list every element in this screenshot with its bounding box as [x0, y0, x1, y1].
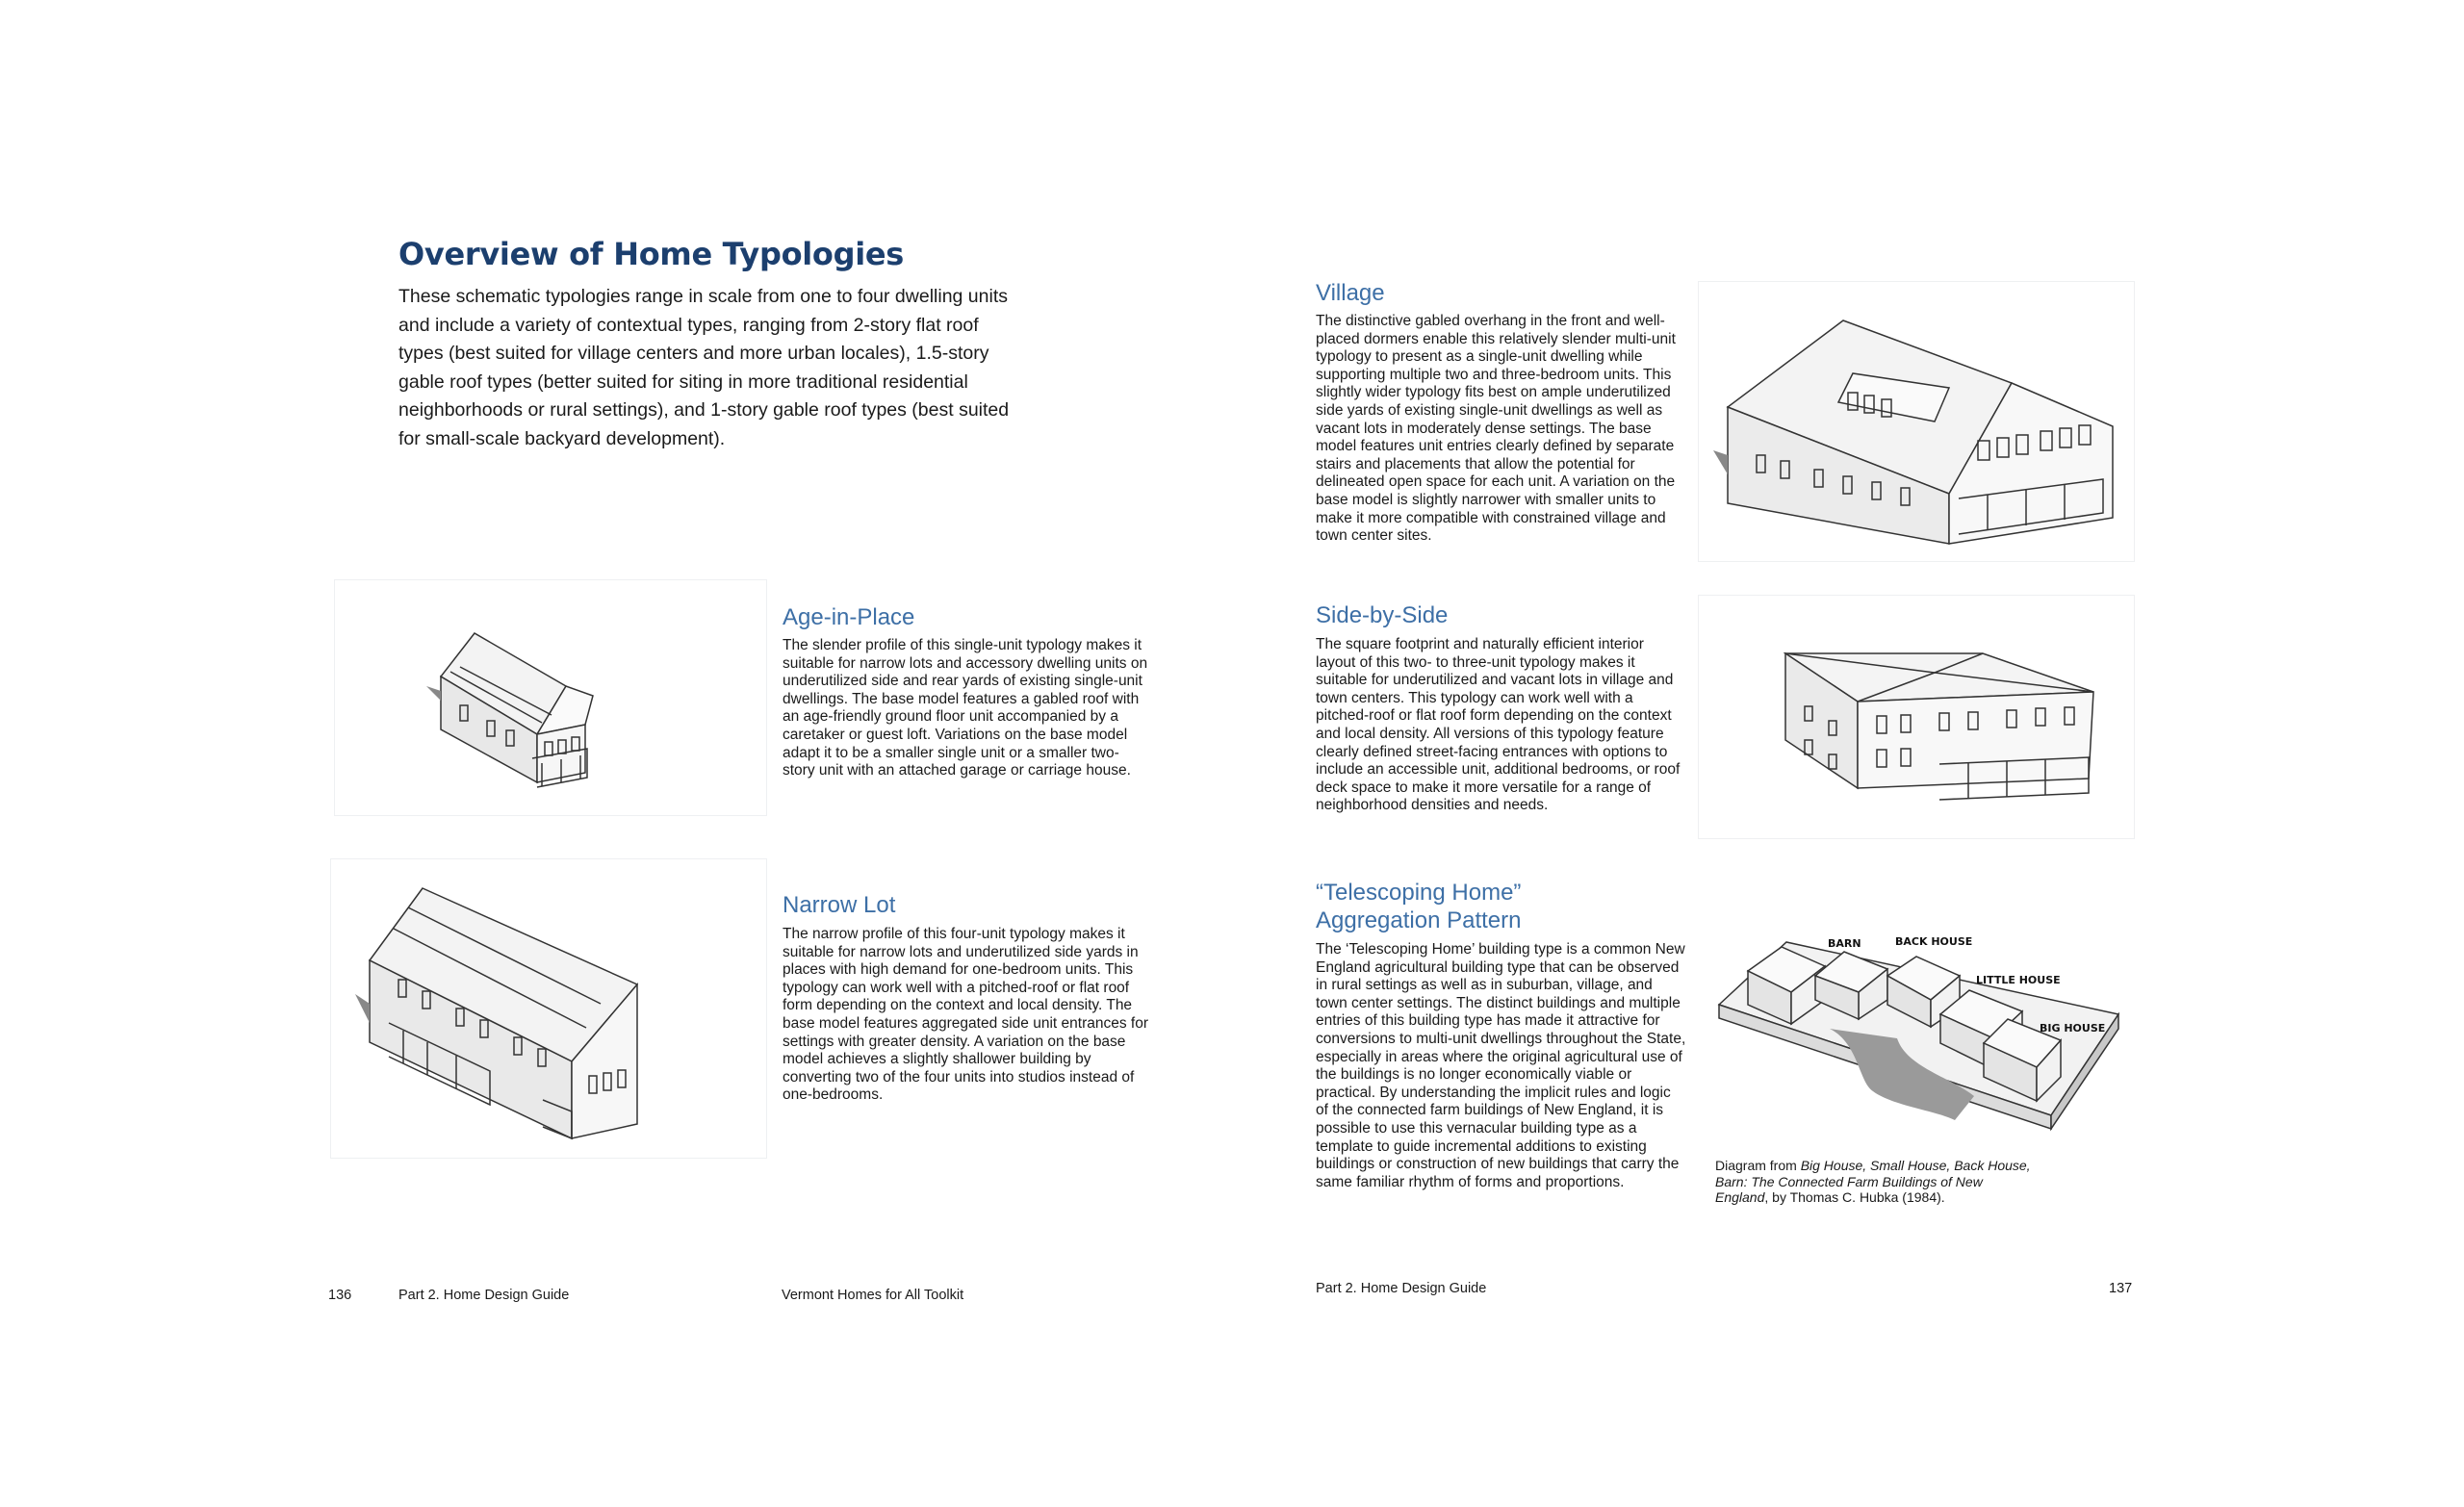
- page-title: Overview of Home Typologies: [398, 236, 905, 272]
- diagram-label-barn: BARN: [1828, 937, 1861, 950]
- footer-section-right: Part 2. Home Design Guide: [1316, 1281, 1487, 1296]
- age-in-place-illustration: [334, 579, 767, 816]
- telescoping-home-diagram: [1713, 922, 2129, 1157]
- caption-suffix: , by Thomas C. Hubka (1984).: [1764, 1189, 1945, 1205]
- diagram-label-back-house: BACK HOUSE: [1895, 935, 1973, 948]
- section-title-telescoping-line1: “Telescoping Home”: [1316, 880, 1522, 906]
- section-title-telescoping-line2: Aggregation Pattern: [1316, 907, 1522, 933]
- village-illustration: [1698, 281, 2135, 562]
- caption-prefix: Diagram from: [1715, 1158, 1801, 1173]
- footer-section-left: Part 2. Home Design Guide: [398, 1288, 570, 1303]
- caption-book-title: Big House, Small House, Back House, Barn: The Connected Farm Buildings of New England: [1715, 1158, 2031, 1205]
- section-body-village: The distinctive gabled overhang in the front and well-placed dormers enable this relatively slender multi-unit typology to present as a single-unit dwelling while supporting multiple two and three-bedroom units. This slightly wider typology fits best on ample underutilized side yards of existing single-unit dwellings as well as vacant lots in moderately dense settings. The base model features unit entries clearly defined by separate stairs and placements that allow the potential for delineated open space for each unit. A variation on the base model is slightly narrower with smaller units to make it more compatible with constrained village and town center sites.: [1316, 313, 1676, 545]
- section-body-side-by-side: The square footprint and naturally efficient interior layout of this two- to three-unit typology makes it suitable for underutilized and vacant lots in village and town centers. This typology can work well with a pitched-roof or flat roof form depending on the context and local density. All versions of this typology feature clearly defined street-facing entrances with options to include an accessible unit, additional bedrooms, or roof deck space to make it more versatile for a range of neighborhood densities and needs.: [1316, 636, 1681, 814]
- narrow-lot-illustration: [330, 858, 767, 1159]
- section-title-narrow-lot: Narrow Lot: [783, 892, 896, 918]
- diagram-caption: [1715, 1158, 2033, 1206]
- page-number-left: 136: [328, 1288, 352, 1303]
- diagram-label-little-house: LITTLE HOUSE: [1976, 974, 2061, 986]
- diagram-label-big-house: BIG HOUSE: [2040, 1022, 2106, 1034]
- section-title-age-in-place: Age-in-Place: [783, 604, 915, 630]
- section-body-telescoping: The ‘Telescoping Home’ building type is a common New England agricultural building type that can be observed in rural settings as well as in suburban, village, and town center settings. The distinct buildings and multiple entries of this building type has made it attractive for conversions to multi-unit dwellings throughout the State, especially in areas where the original agricultural use of the buildings is no longer economically viable or practical. By understanding the implicit rules and logic of the connected farm buildings of New England, it is possible to use this vernacular building type as a template to guide incremental additions to existing buildings or construction of new buildings that carry the same familiar rhythm of forms and proportions.: [1316, 941, 1686, 1190]
- section-title-side-by-side: Side-by-Side: [1316, 602, 1449, 628]
- section-body-narrow-lot: The narrow profile of this four-unit typology makes it suitable for narrow lots and underutilized side yards in places with high demand for one-bedroom units. This typology can work well with a pitched-roof or flat roof form depending on the context and local density. The base model features aggregated side unit entrances for settings with greater density. A variation on the base model achieves a slightly shallower building by converting two of the four units into studios instead of one-bedrooms.: [783, 926, 1148, 1104]
- page-number-right: 137: [2109, 1281, 2133, 1296]
- footer-book-title: Vermont Homes for All Toolkit: [782, 1288, 964, 1303]
- side-by-side-illustration: [1698, 595, 2135, 839]
- section-title-village: Village: [1316, 280, 1385, 306]
- intro-paragraph: These schematic typologies range in scale from one to four dwelling units and include a variety of contextual types, ranging from 2-story flat roof types (best suited for village centers and more urban locales), 1.5-story gable roof types (better suited for siting in more traditional residential neighborhoods or rural settings), and 1-story gable roof types (best suited for small-scale backyard development).: [398, 286, 1010, 449]
- section-body-age-in-place: The slender profile of this single-unit typology makes it suitable for narrow lots and accessory dwelling units on underutilized side and rear yards of existing single-unit dwellings. The base model features a gabled roof with an age-friendly ground floor unit accompanied by a caretaker or guest loft. Variations on the base model adapt it to be a smaller single unit or a smaller two-story unit with an attached garage or carriage house.: [783, 637, 1148, 779]
